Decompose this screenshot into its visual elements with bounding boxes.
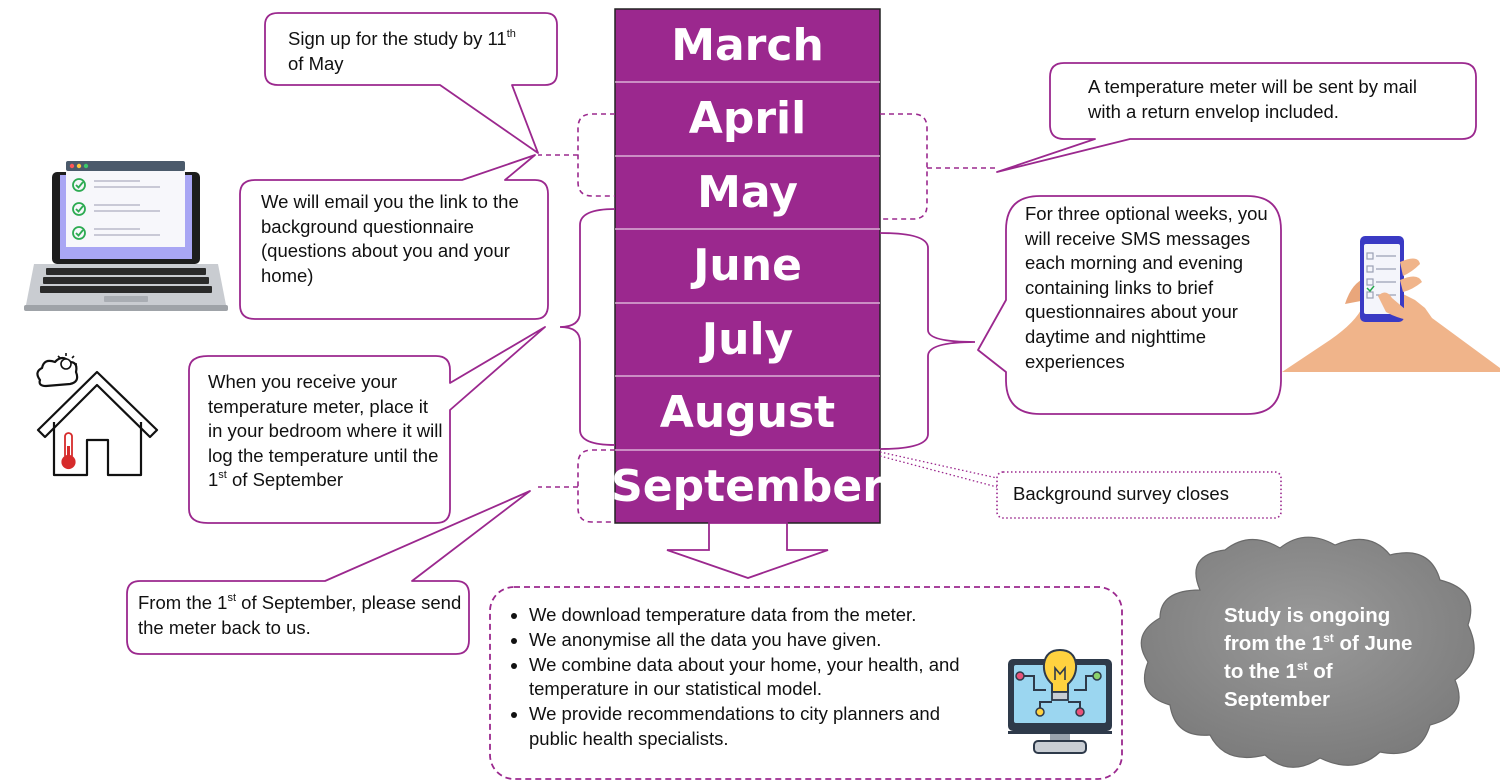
after-steps-list bbox=[500, 603, 1029, 752]
house-thermometer-icon bbox=[37, 353, 157, 475]
month-september: September bbox=[611, 460, 884, 512]
survey-closes-text: Background survey closes bbox=[1013, 483, 1229, 504]
brace-right-april-may bbox=[880, 114, 997, 219]
cloud-text: Study is ongoing from the 1st of June to the 1st of September bbox=[1224, 604, 1413, 711]
month-may: May bbox=[697, 166, 798, 218]
month-july: July bbox=[701, 313, 794, 365]
month-august: August bbox=[659, 386, 836, 438]
after-step-item: • We download temperature data from the meter. bbox=[529, 603, 1029, 628]
brace-left-april-may bbox=[538, 114, 615, 196]
meter-place-text: When you receive your temperature meter, place it in your bedroom where it will log the temperature until the 1st of September bbox=[208, 371, 443, 491]
signup-text: Sign up for the study by 11th of May bbox=[288, 27, 516, 74]
mail-text: A temperature meter will be sent by mail with a return envelop included. bbox=[1088, 76, 1418, 122]
laptop-checklist-icon bbox=[24, 161, 228, 311]
phone-in-hand-icon bbox=[1282, 236, 1500, 372]
month-june: June bbox=[693, 239, 802, 291]
sms-text: For three optional weeks, you will receive SMS messages each morning and evening containing links to brief questionnaires about your daytime and nighttime experiences bbox=[1025, 203, 1268, 372]
after-step-item: • We provide recommendations to city planners and public health specialists. bbox=[529, 702, 1029, 752]
brace-left-september bbox=[538, 450, 615, 522]
month-march: March bbox=[671, 19, 824, 71]
sendback-text: From the 1st of September, please send the meter back to us. bbox=[138, 591, 462, 638]
brace-right-june-august bbox=[880, 233, 975, 449]
after-step-item: • We combine data about your home, your health, and temperature in our statistical model. bbox=[529, 653, 1029, 703]
down-arrow bbox=[667, 523, 828, 578]
after-step-item: • We anonymise all the data you have given. bbox=[529, 628, 1029, 653]
email-text: We will email you the link to the background questionnaire (questions about you and your home) bbox=[261, 191, 519, 286]
brace-left-may-august bbox=[560, 209, 615, 445]
month-april: April bbox=[688, 92, 807, 144]
survey-closes-connector bbox=[880, 452, 997, 487]
